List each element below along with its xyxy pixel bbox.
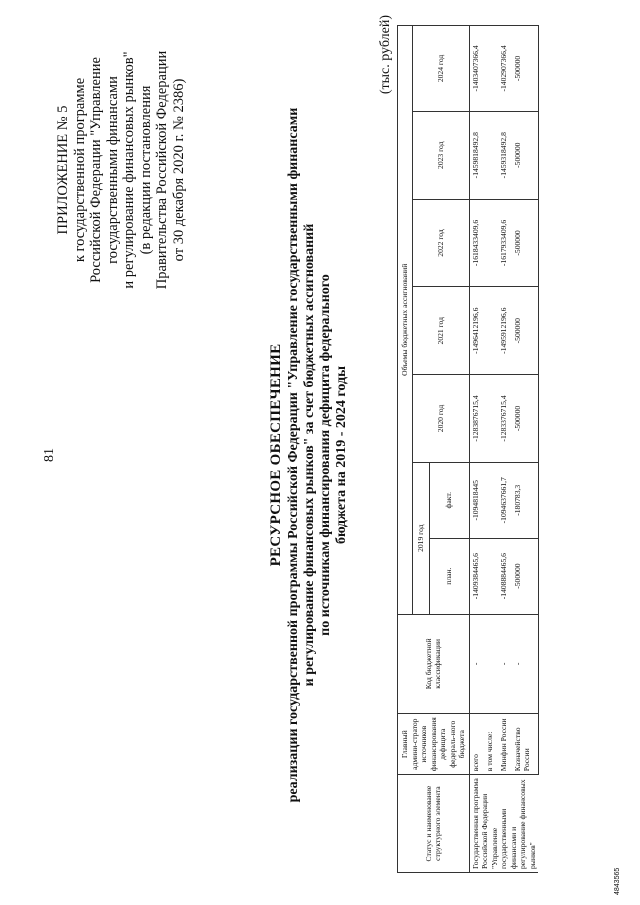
title-line: бюджета на 2019 - 2024 годы — [334, 365, 349, 545]
appendix-line: государственными финансами — [104, 76, 121, 264]
cell-code: - — [498, 614, 512, 714]
header-code: Код бюджетной классификации — [398, 614, 470, 714]
cell-2023: -1459318492,8 — [498, 111, 512, 199]
appendix-header — [55, 25, 187, 315]
table-row — [498, 26, 512, 873]
cell-2021 — [484, 287, 498, 375]
cell-fact: -1094637661,7 — [498, 462, 512, 538]
cell-2022: -1618433409,6 — [469, 199, 484, 287]
cell-2024: -1403407366,4 — [469, 26, 484, 112]
cell-plan: -500000 — [512, 538, 538, 614]
title-line: по источникам финансирования дефицита федерального — [318, 274, 333, 636]
budget-table — [397, 25, 539, 873]
page-number: 81 — [42, 448, 57, 462]
cell-fact: -1094818445 — [469, 462, 484, 538]
table-row — [484, 26, 498, 873]
appendix-line: к государственной программе — [71, 77, 88, 263]
appendix-line: ПРИЛОЖЕНИЕ № 5 — [55, 105, 71, 235]
cell-plan: -1409384465,6 — [469, 538, 484, 614]
header-volumes: Объемы бюджетных ассигнований — [398, 26, 413, 615]
cell-2020 — [484, 375, 498, 463]
cell-2020: -1283376715,4 — [498, 375, 512, 463]
appendix-line: Правительства Российской Федерации — [154, 50, 170, 290]
cell-fact: -180783,3 — [512, 462, 538, 538]
cell-code: - — [512, 614, 538, 714]
cell-2021: -500000 — [512, 287, 538, 375]
cell-2022: -500000 — [512, 199, 538, 287]
header-status: Статус и наименование структурного элемента — [398, 775, 470, 873]
cell-2020: -500000 — [512, 375, 538, 463]
cell-admin: всего — [469, 714, 484, 775]
header-2023: 2023 год — [412, 111, 469, 199]
header-2021: 2021 год — [412, 287, 469, 375]
cell-2021: -1496412196,6 — [469, 287, 484, 375]
header-2024: 2024 год — [412, 26, 469, 112]
cell-2021: -1495912196,6 — [498, 287, 512, 375]
title-line: реализации государственной программы Российской Федерации "Управление государственными финансами — [286, 107, 301, 803]
cell-2022: -1617933409,6 — [498, 199, 512, 287]
cell-2023: -1459818492,8 — [469, 111, 484, 199]
header-2019: 2019 год — [412, 462, 429, 614]
cell-status: Государственная программа Российской Федерации "Управление государственными финансами и регулирование финансовых рынков" — [469, 775, 538, 873]
cell-2024 — [484, 26, 498, 112]
cell-code: - — [469, 614, 484, 714]
header-2020: 2020 год — [412, 375, 469, 463]
cell-2022 — [484, 199, 498, 287]
header-fact: факт. — [429, 462, 469, 538]
cell-2020: -1283876715,4 — [469, 375, 484, 463]
cell-admin: в том числе: — [484, 714, 498, 775]
cell-2024: -500000 — [512, 26, 538, 112]
cell-admin: Казначейство России — [512, 714, 538, 775]
cell-code — [484, 614, 498, 714]
title-main: РЕСУРСНОЕ ОБЕСПЕЧЕНИЕ — [268, 343, 284, 567]
cell-2023: -500000 — [512, 111, 538, 199]
title-line: и регулирование финансовых рынков" за счет бюджетных ассигнований — [302, 223, 317, 687]
appendix-line: Российской Федерации "Управление — [88, 57, 104, 283]
document-code: 4843565 — [614, 867, 621, 895]
appendix-line: (в редакции постановления — [137, 85, 154, 255]
cell-2024: -1402907366,4 — [498, 26, 512, 112]
document-title — [268, 75, 350, 835]
units-label: (тыс. рублей) — [378, 15, 393, 95]
header-2022: 2022 год — [412, 199, 469, 287]
cell-2023 — [484, 111, 498, 199]
header-plan: план. — [429, 538, 469, 614]
appendix-line: и регулирование финансовых рынков" — [121, 51, 137, 289]
cell-fact — [484, 462, 498, 538]
table-row — [469, 26, 484, 873]
cell-admin: Минфин России — [498, 714, 512, 775]
appendix-line: от 30 декабря 2020 г. № 2386) — [170, 78, 187, 262]
header-admin: Главный админи-стратор источников финансирования дефицита федераль-ного бюджета — [398, 714, 470, 775]
cell-plan: -1408884465,6 — [498, 538, 512, 614]
cell-plan — [484, 538, 498, 614]
table-row — [512, 26, 538, 873]
